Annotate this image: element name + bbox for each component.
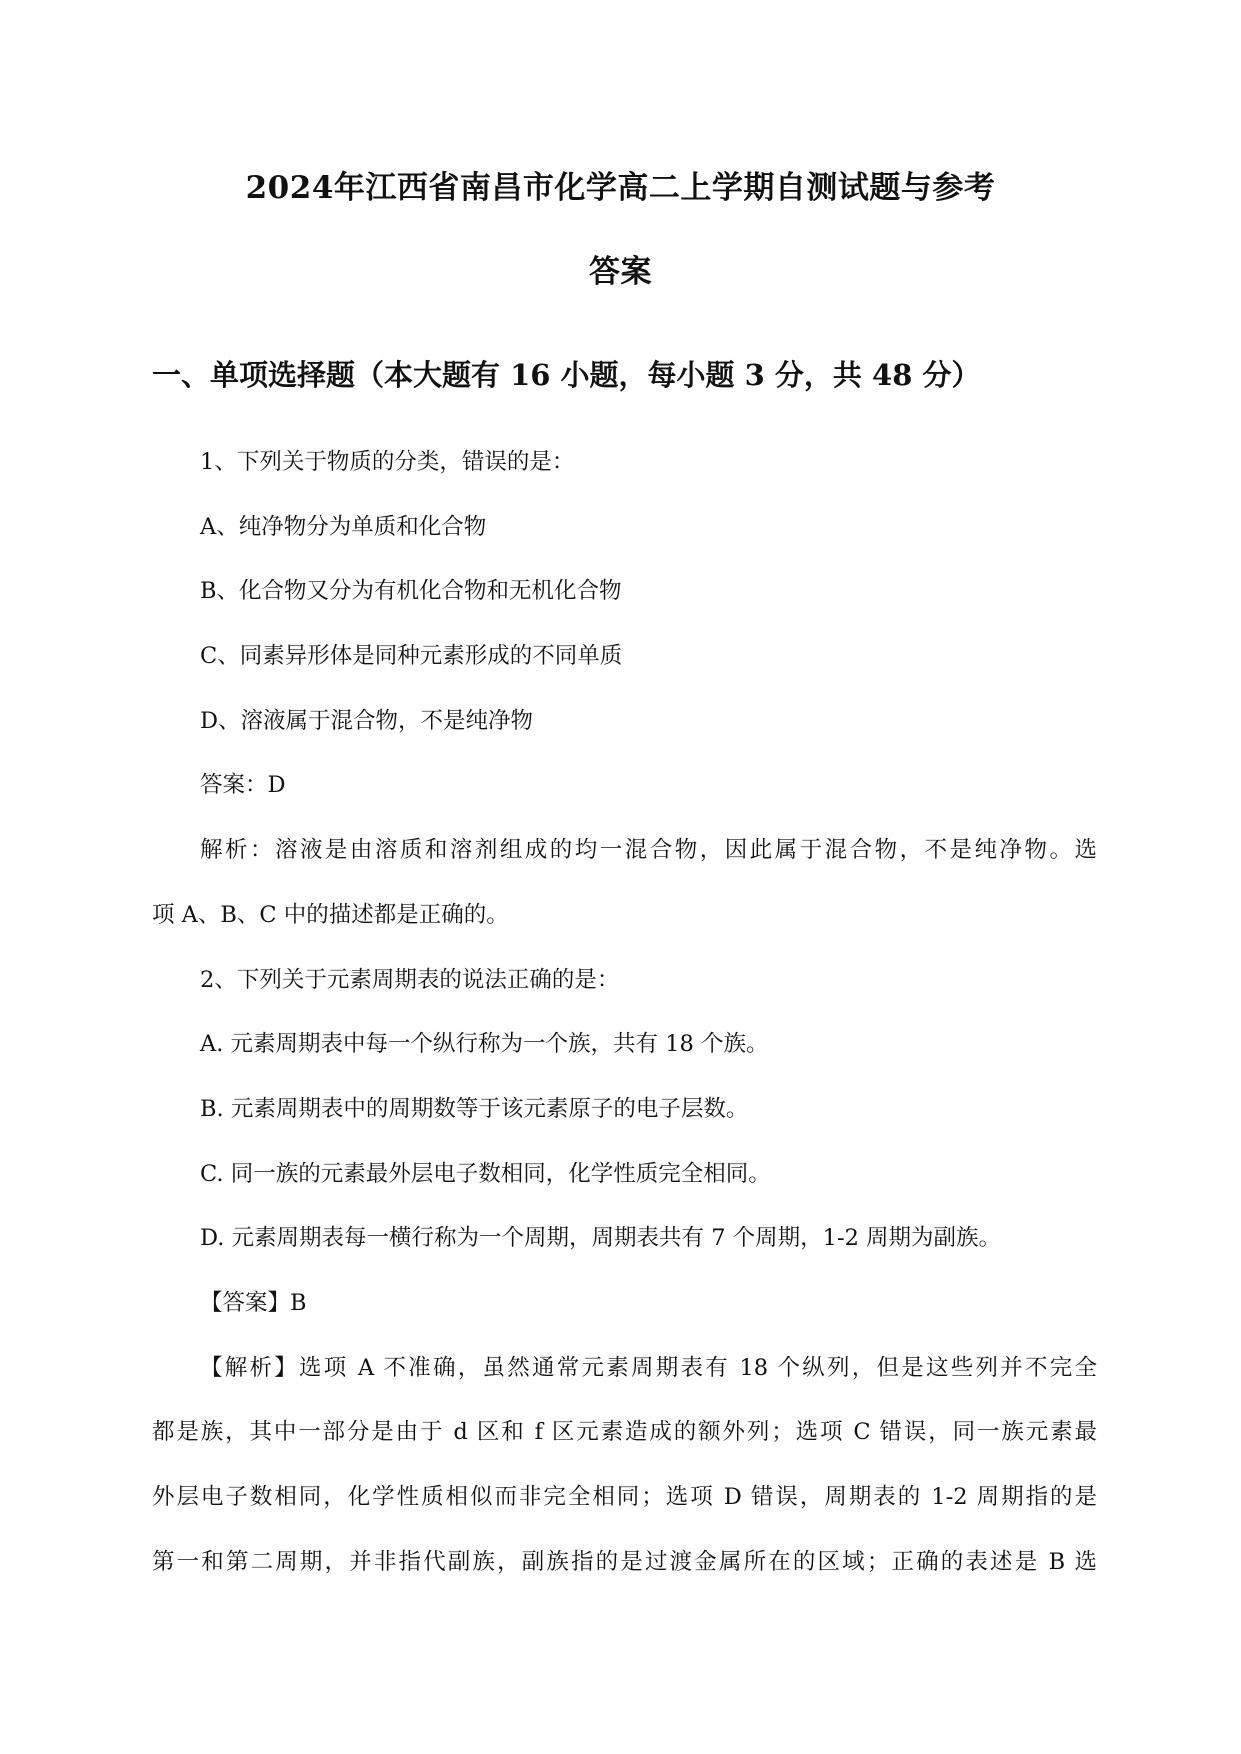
question-2-analysis-line-3: 外层电子数相同，化学性质相似而非完全相同；选项 D 错误，周期表的 1-2 周期指的是 [152, 1484, 1097, 1510]
question-2-analysis-line-1: 【解析】选项 A 不准确，虽然通常元素周期表有 18 个纵列，但是这些列并不完全 [200, 1354, 1097, 1381]
question-2-analysis-line-4: 第一和第二周期，并非指代副族，副族指的是过渡金属所在的区域；正确的表述是 B 选 [152, 1548, 1097, 1575]
question-2-option-d: D. 元素周期表每一横行称为一个周期，周期表共有 7 个周期，1-2 周期为副族。 [200, 1225, 1002, 1252]
question-1-option-c: C、同素异形体是同种元素形成的不同单质 [200, 643, 623, 670]
question-2-analysis-line-2: 都是族，其中一部分是由于 d 区和 f 区元素造成的额外列；选项 C 错误，同一族元素最 [152, 1419, 1097, 1446]
question-1-option-d: D、溶液属于混合物，不是纯净物 [200, 707, 534, 734]
question-1-analysis-line-1: 解析：溶液是由溶质和溶剂组成的均一混合物，因此属于混合物，不是纯净物。选 [200, 837, 1097, 864]
question-2-answer: 【答案】B [200, 1289, 307, 1316]
document-title-line-1: 2024年江西省南昌市化学高二上学期自测试题与参考 [245, 170, 996, 206]
questions-body [152, 430, 1097, 1594]
question-2-option-b: B. 元素周期表中的周期数等于该元素原子的电子层数。 [200, 1095, 749, 1122]
document-title-line-2: 答案 [589, 254, 652, 290]
question-1-option-b: B、化合物又分为有机化合物和无机化合物 [200, 578, 622, 605]
question-1-stem: 1、下列关于物质的分类，错误的是： [200, 449, 575, 475]
question-2-option-c: C. 同一族的元素最外层电子数相同，化学性质完全相同。 [200, 1160, 771, 1187]
question-2-option-a: A. 元素周期表中每一个纵行称为一个族，共有 18 个族。 [200, 1031, 769, 1058]
question-1-analysis-line-2: 项 A、B、C 中的描述都是正确的。 [152, 901, 509, 928]
question-2-stem: 2、下列关于元素周期表的说法正确的是： [200, 966, 620, 993]
question-1-answer: 答案：D [200, 772, 286, 799]
question-1-option-a: A、纯净物分为单质和化合物 [200, 513, 487, 540]
section-heading: 一、单项选择题（本大题有 16 小题，每小题 3 分，共 48 分） [152, 358, 981, 392]
